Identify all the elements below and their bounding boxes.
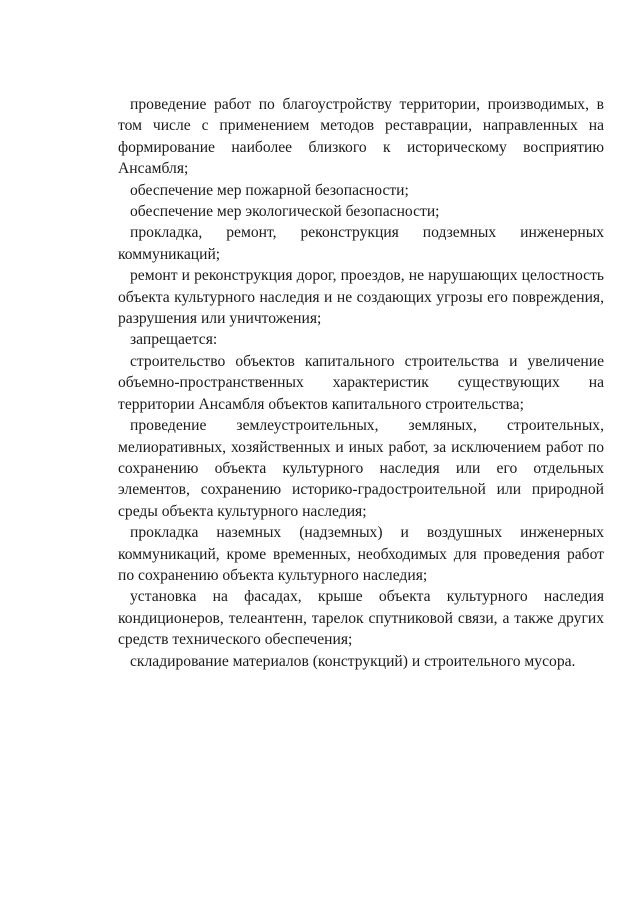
- paragraph-construction-ban: строительство объектов капитального строительства и увеличение объемно-пространственных характеристик существующих на территории Ансамбля объектов капитального строительства;: [118, 352, 604, 413]
- paragraph-ecological-safety: обеспечение мер экологической безопасности;: [130, 203, 440, 221]
- paragraph-underground-utilities: прокладка, ремонт, реконструкция подземных инженерных коммуникаций;: [118, 224, 604, 263]
- paragraph-earthworks-ban: проведение землеустроительных, земляных, строительных, мелиоративных, хозяйственных и иных работ, за исключением работ по сохранению объекта культурного наследия или его отдельных элементов, сохранению историко-градостроительной или природной среды объекта культурного наследия;: [118, 417, 604, 520]
- paragraph-landscaping: проведение работ по благоустройству территории, производимых, в том числе с применением методов реставрации, направленных на формирование наиболее близкого к историческому восприятию Ансамбля;: [118, 96, 604, 178]
- paragraph-fire-safety: обеспечение мер пожарной безопасности;: [130, 181, 409, 199]
- document-body: [118, 94, 604, 672]
- paragraph-facade-equipment-ban: установка на фасадах, крыше объекта культурного наследия кондиционеров, телеантенн, тарелок спутниковой связи, а также других средств технического обеспечения;: [118, 588, 604, 649]
- paragraph-overhead-utilities-ban: прокладка наземных (надземных) и воздушных инженерных коммуникаций, кроме временных, необходимых для проведения работ по сохранению объекта культурного наследия;: [118, 524, 604, 584]
- paragraph-storage-ban: складирование материалов (конструкций) и строительного мусора.: [130, 652, 576, 670]
- paragraph-roads-repair: ремонт и реконструкция дорог, проездов, не нарушающих целостность объекта культурного наследия и не создающих угрозы его повреждения, разрушения или уничтожения;: [118, 267, 604, 328]
- paragraph-prohibited-heading: запрещается:: [130, 331, 218, 349]
